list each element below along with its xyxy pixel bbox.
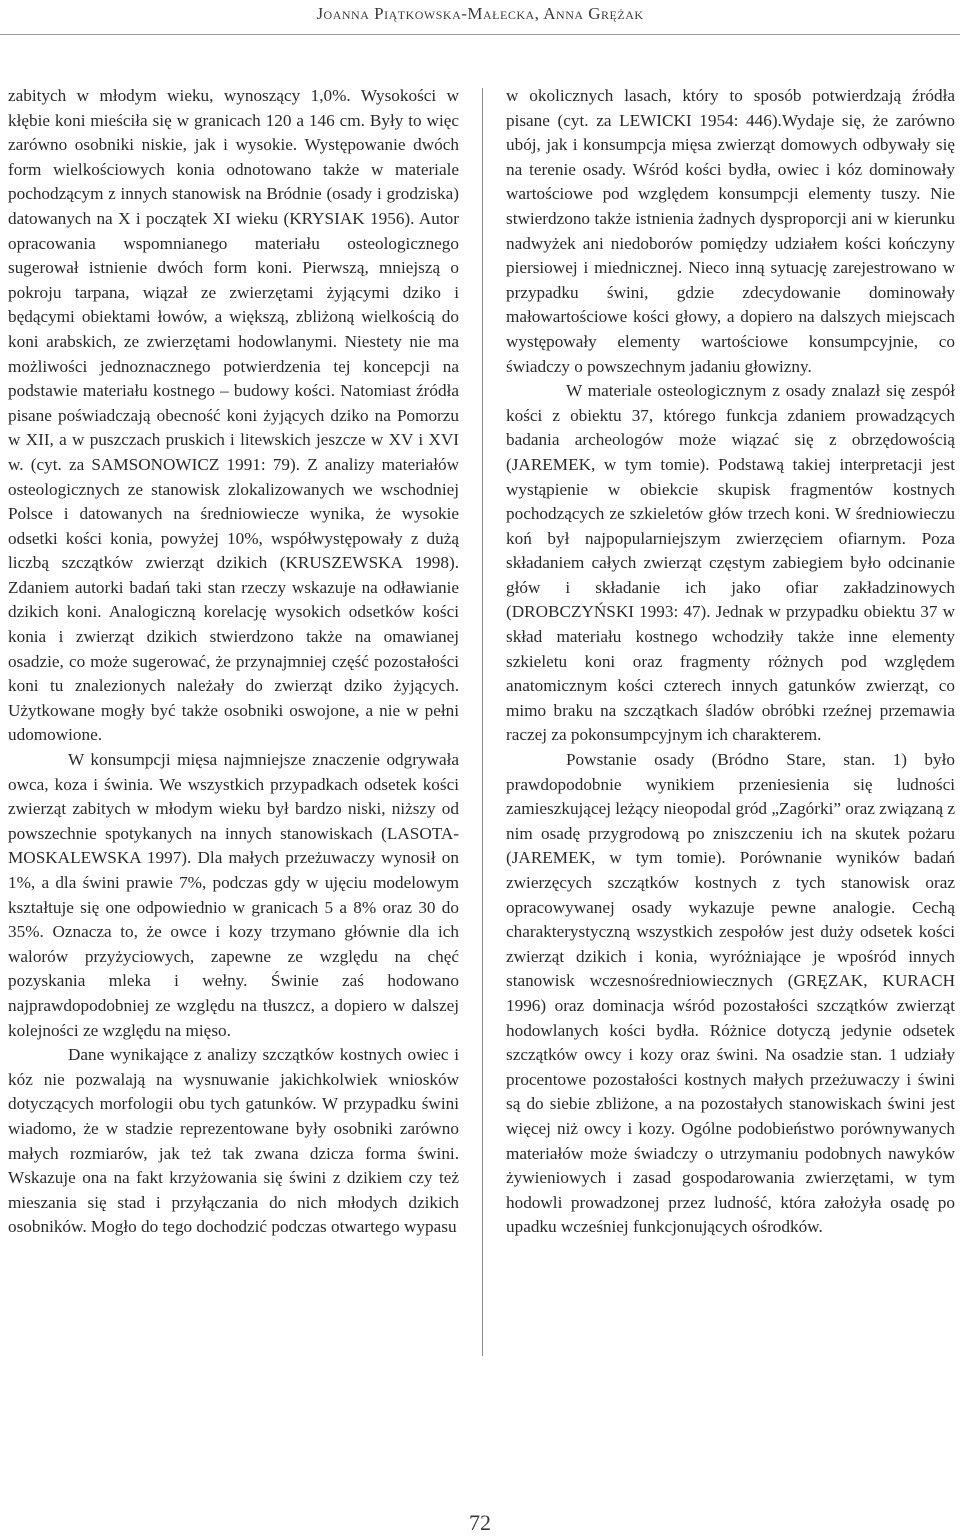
paragraph: Powstanie osady (Bródno Stare, stan. 1) było prawdopodobnie wynikiem przeniesienia się ludności zamieszkującej leżący nieopodal gród „Zagórki” oraz związaną z nim osadę przygrodową po zniszczeniu ich na skutek pożaru (JAREMEK, w tym tomie). Porównanie wyników badań zwierzęcych szczątków kostnych z tych stanowisk oraz opracowywanej osady wykazuje pewne analogie. Cechą charakterystyczną wszystkich zespołów jest duży odsetek kości zwierząt dzikich i konia, wyróżniające je wpośród innych stanowisk wczesnośredniowiecznych (GRĘZAK, KURACH 1996) oraz dominacja wśród pozostałości szczątków zwierząt hodowlanych kości bydła. Różnice dotyczą jedynie odsetek szczątków owcy i kozy oraz świni. Na osadzie stan. 1 udziały procentowe pozostałości kostnych małych przeżuwaczy i świni są do siebie zbliżone, a na pozostałych stanowiskach świni jest więcej niż owcy i kozy. Ogólne podobieństwo porównywanych materiałów może świadczy o utrzymaniu podobnych nawyków żywieniowych i zasad gospodarowania zwierzętami, w tym hodowli prowadzonej przez ludność, która założyła osadę po upadku wcześniej funkcjonujących ośrodków. xyxy=(506,750,956,1237)
paragraph: Dane wynikające z analizy szczątków kostnych owiec i kóz nie pozwalają na wysnuwanie jakichkolwiek wniosków dotyczących morfologii obu tych gatunków. W przypadku świni wiadomo, że w stadzie reprezentowane były osobniki zarówno małych rozmiarów, jak też tak zwana dzicza forma świni. Wskazuje ona na fakt krzyżowania się świni z dzikiem czy też mieszania się stad i przyłączania do nich młodych dzikich osobników. Mogło do tego dochodzić podczas otwartego wypasu xyxy=(8,1045,459,1237)
left-column xyxy=(8,84,459,1240)
right-column xyxy=(506,84,955,1240)
paragraph: w okolicznych lasach, który to sposób potwierdzają źródła pisane (cyt. za LEWICKI 1954: 446).Wydaje się, że zarówno ubój, jak i konsumpcja mięsa zwierząt domowych odbywały się na terenie osady. Wśród kości bydła, owiec i kóz dominowały wartościowe pod względem konsumpcji elementy tuszy. Nie stwierdzono także istnienia żadnych dysproporcji ani w kierunku nadwyżek ani niedoborów pomiędzy udziałem kości kończyny piersiowej i miednicznej. Nieco inną sytuację zarejestrowano w przypadku świni, gdzie zdecydowanie dominowały małowartościowe kości głowy, a dopiero na dalszych miejscach występowały elementy wartościowe konsumpcyjnie, co świadczy o powszechnym jadaniu głowizny. xyxy=(506,86,955,376)
column-divider xyxy=(482,88,483,1356)
paragraph: zabitych w młodym wieku, wynoszący 1,0%. Wysokości w kłębie koni mieściła się w granicach 120 a 146 cm. Były to więc zarówno osobniki niskie, jak i wysokie. Występowanie dwóch form wielkościowych konia odnotowano także w materiale pochodzącym z innych stanowisk na Bródnie (osady i grodziska) datowanych na X i początek XI wieku (KRYSIAK 1956). Autor opracowania wspomnianego materiału osteologicznego sugerował istnienie dwóch form koni. Pierwszą, mniejszą o pokroju tarpana, wiązał ze zwierzętami żyjącymi dziko i będącymi obiektami łowów, a większą, zbliżoną wielkością do koni arabskich, ze zwierzętami hodowlanymi. Niestety nie ma możliwości jednoznacznego potwierdzenia tej koncepcji na podstawie materiału kostnego – budowy kości. Natomiast źródła pisane poświadczają obecność koni żyjących dziko na Pomorzu w XII, a w puszczach pruskich i litewskich jeszcze w XV i XVI w. (cyt. za SAMSONOWICZ 1991: 79). Z analizy materiałów osteologicznych ze stanowisk zlokalizowanych we wschodniej Polsce i datowanych na średniowiecze wynika, że wysokie odsetki kości konia, powyżej 10%, współwystępowały z dużą liczbą szczątków zwierząt dzikich (KRUSZEWSKA 1998). Zdaniem autorki badań taki stan rzeczy wskazuje na odławianie dzikich koni. Analogiczną korelację wysokich odsetków kości konia i zwierząt dzikich stwierdzono także na omawianej osadzie, co może sugerować, że przynajmniej część pozostałości koni tu znalezionych należały do zwierząt dziko żyjących. Użytkowane mogły być także osobniki oswojone, a nie w pełni udomowione. xyxy=(8,86,459,745)
paragraph: W materiale osteologicznym z osady znalazł się zespół kości z obiektu 37, którego funkcja zdaniem prowadzących badania archeologów może wiązać się z obrzędowością (JAREMEK, w tym tomie). Podstawą takiej interpretacji jest wystąpienie w obiekcie skupisk fragmentów kostnych pochodzących ze szkieletów głów trzech koni. W średniowieczu koń był najpopularniejszym zwierzęciem ofiarnym. Poza składaniem całych zwierząt częstym zabiegiem było odcinanie głów i składanie ich jako ofiar zakładzinowych (DROBCZYŃSKI 1993: 47). Jednak w przypadku obiektu 37 w skład materiału kostnego wchodziły także inne elementy szkieletu koni oraz fragmenty różnych pod względem anatomicznym kości czterech innych gatunków zwierząt, co mimo braku na szczątkach śladów obróbki rzeźnej przemawia raczej za pokonsumpcyjnym ich charakterem. xyxy=(506,381,955,745)
paragraph: W konsumpcji mięsa najmniejsze znaczenie odgrywała owca, koza i świnia. We wszystkich przypadkach odsetek kości zwierząt zabitych w młodym wieku był bardzo niski, niższy od powszechnie spotykanych na innych stanowiskach (LASOTA-MOSKALEWSKA 1997). Dla małych przeżuwaczy wynosił on 1%, a dla świni prawie 7%, podczas gdy w ujęciu modelowym kształtuje się one odpowiednio w granicach 5 a 8% oraz 30 do 35%. Oznacza to, że owce i kozy trzymano głównie dla ich walorów przyżyciowych, zapewne ze względu na chęć pozyskania mleka i wełny. Świnie zaś hodowano najprawdopodobniej ze względu na tłuszcz, a dopiero w dalszej kolejności ze względu na mięso. xyxy=(8,750,459,1040)
running-header: Joanna Piątkowska-Małecka, Anna Grężak xyxy=(316,4,644,23)
header-rule xyxy=(0,34,960,35)
page-number: 72 xyxy=(469,1510,491,1535)
